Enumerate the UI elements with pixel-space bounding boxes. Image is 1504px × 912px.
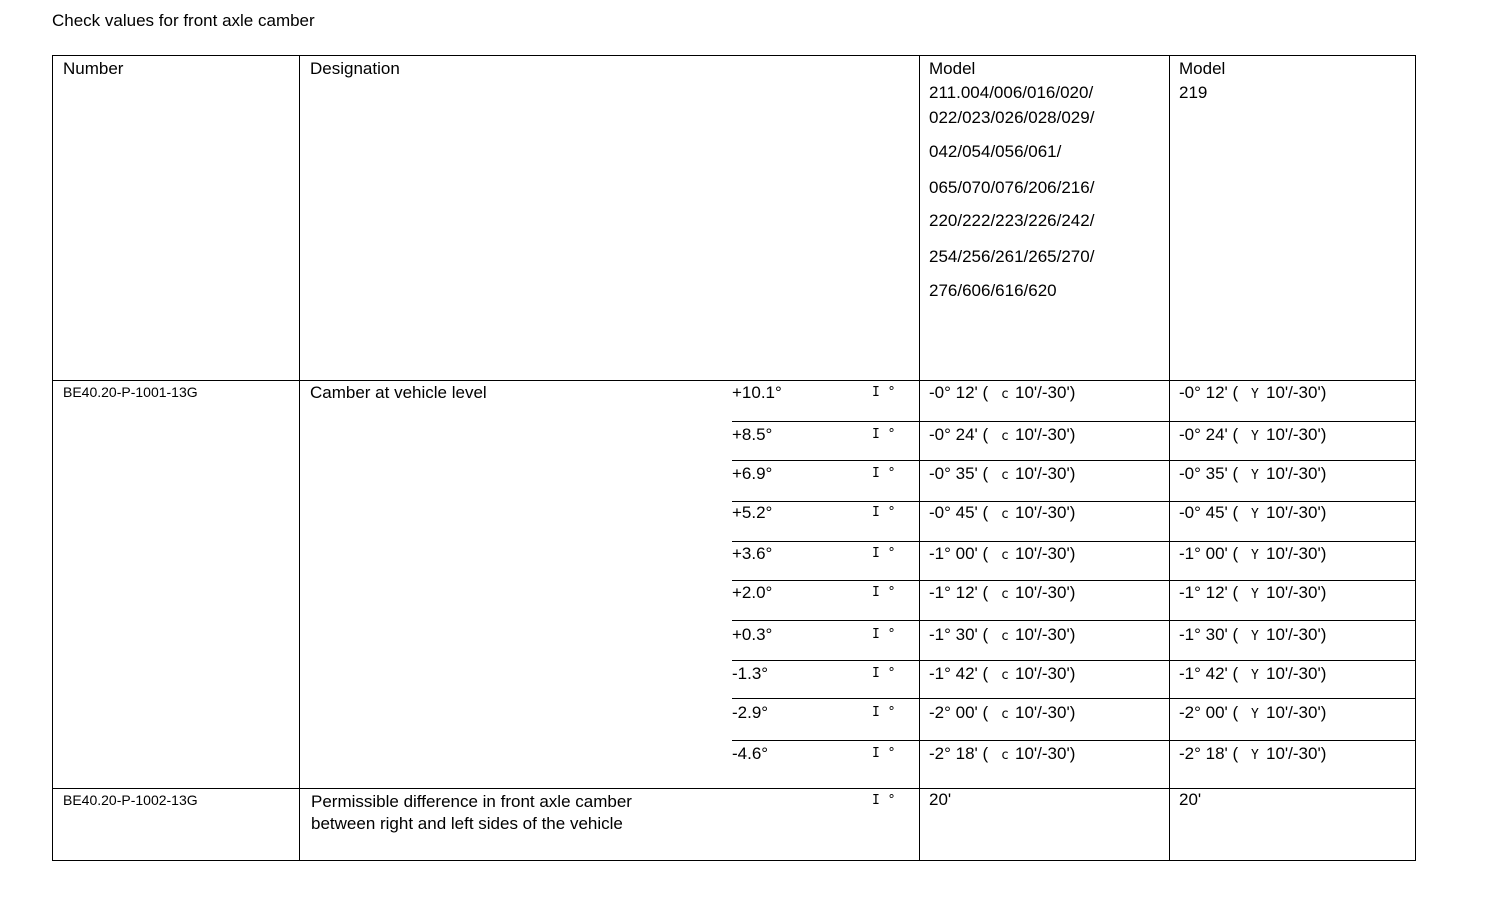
model-a-camber-value: -0° 35' ( (929, 464, 989, 483)
model-a-tolerance-symbol: c (1001, 587, 1009, 602)
model-b-camber-value: -2° 18' ( (1179, 744, 1239, 763)
model-b-camber-range: 10'/-30') (1266, 383, 1327, 402)
model-a-camber-value: -2° 18' ( (929, 744, 989, 763)
vehicle-level-angle: -4.6° (732, 744, 769, 763)
model-a-camber-range: 10'/-30') (1015, 503, 1076, 522)
model-b-tolerance-symbol: Y (1251, 668, 1259, 683)
model-a-line: 022/023/026/028/029/ (929, 108, 1095, 127)
header-designation: Designation (310, 59, 400, 78)
vehicle-level-angle: +2.0° (732, 583, 773, 602)
model-a-line: 276/606/616/620 (929, 281, 1057, 300)
model-a-tolerance-symbol: c (1001, 707, 1009, 722)
model-a-tolerance-symbol: c (1001, 748, 1009, 763)
row1-designation: Camber at vehicle level (310, 383, 487, 402)
model-a-camber-value: -1° 30' ( (929, 625, 989, 644)
model-b-camber-range: 10'/-30') (1266, 503, 1327, 522)
model-a-camber-range: 10'/-30') (1015, 544, 1076, 563)
model-a-camber-value: -1° 00' ( (929, 544, 989, 563)
model-a-tolerance-symbol: c (1001, 468, 1009, 483)
model-b-camber-range: 10'/-30') (1266, 464, 1327, 483)
model-a-tolerance-symbol: c (1001, 668, 1009, 683)
model-b-tolerance-symbol: Y (1251, 587, 1259, 602)
model-a-camber-range: 10'/-30') (1015, 425, 1076, 444)
model-b-camber-range: 10'/-30') (1266, 703, 1327, 722)
tolerance-symbol: I ° (872, 746, 896, 761)
model-a-camber-value: -0° 24' ( (929, 425, 989, 444)
tolerance-symbol: I ° (872, 505, 896, 520)
row1-number: BE40.20-P-1001-13G (63, 384, 198, 400)
vehicle-level-angle: +10.1° (732, 383, 782, 402)
tolerance-symbol: I ° (872, 385, 896, 400)
model-a-camber-value: -2° 00' ( (929, 703, 989, 722)
model-a-camber-value: -0° 45' ( (929, 503, 989, 522)
model-a-line: 042/054/056/061/ (929, 142, 1062, 161)
row2-symbol: I ° (872, 793, 896, 808)
model-b-camber-range: 10'/-30') (1266, 425, 1327, 444)
model-a-camber-value: -1° 12' ( (929, 583, 989, 602)
sub-row-divider (732, 421, 1416, 422)
model-a-line: 220/222/223/226/242/ (929, 211, 1095, 230)
tolerance-symbol: I ° (872, 546, 896, 561)
model-b-camber-value: -2° 00' ( (1179, 703, 1239, 722)
model-b-camber-range: 10'/-30') (1266, 664, 1327, 683)
model-b-camber-value: -0° 12' ( (1179, 383, 1239, 402)
vehicle-level-angle: +5.2° (732, 503, 773, 522)
vehicle-level-angle: +0.3° (732, 625, 773, 644)
sub-row-divider (732, 460, 1416, 461)
model-b-camber-value: -1° 42' ( (1179, 664, 1239, 683)
model-b-tolerance-symbol: Y (1251, 707, 1259, 722)
sub-row-divider (732, 740, 1416, 741)
model-a-camber-value: -1° 42' ( (929, 664, 989, 683)
model-a-line: 254/256/261/265/270/ (929, 247, 1095, 266)
sub-row-divider (732, 580, 1416, 581)
model-b-tolerance-symbol: Y (1251, 507, 1259, 522)
model-a-camber-range: 10'/-30') (1015, 383, 1076, 402)
row-divider (52, 788, 1416, 789)
model-a-tolerance-symbol: c (1001, 429, 1009, 444)
model-b-tolerance-symbol: Y (1251, 548, 1259, 563)
model-a-tolerance-symbol: c (1001, 629, 1009, 644)
sub-row-divider (732, 620, 1416, 621)
model-b-camber-value: -0° 24' ( (1179, 425, 1239, 444)
model-a-tolerance-symbol: c (1001, 387, 1009, 402)
model-b-tolerance-symbol: Y (1251, 748, 1259, 763)
tolerance-symbol: I ° (872, 666, 896, 681)
vehicle-level-angle: +6.9° (732, 464, 773, 483)
model-a-camber-range: 10'/-30') (1015, 744, 1076, 763)
vehicle-level-angle: -1.3° (732, 664, 769, 683)
row2-model-b-value: 20' (1179, 790, 1202, 809)
model-b-camber-range: 10'/-30') (1266, 625, 1327, 644)
tolerance-symbol: I ° (872, 585, 896, 600)
row2-designation-line1: Permissible difference in front axle camber (311, 792, 632, 811)
tolerance-symbol: I ° (872, 627, 896, 642)
model-a-tolerance-symbol: c (1001, 507, 1009, 522)
header-model-b: Model (1179, 59, 1226, 78)
tolerance-symbol: I ° (872, 427, 896, 442)
model-a-camber-range: 10'/-30') (1015, 664, 1076, 683)
header-number: Number (63, 59, 124, 78)
model-b-camber-value: -1° 30' ( (1179, 625, 1239, 644)
vehicle-level-angle: +3.6° (732, 544, 773, 563)
model-a-camber-range: 10'/-30') (1015, 464, 1076, 483)
vehicle-level-angle: -2.9° (732, 703, 769, 722)
row2-number: BE40.20-P-1002-13G (63, 792, 198, 808)
model-b-camber-range: 10'/-30') (1266, 744, 1327, 763)
model-b-tolerance-symbol: Y (1251, 468, 1259, 483)
row2-model-a-value: 20' (929, 790, 952, 809)
model-a-camber-value: -0° 12' ( (929, 383, 989, 402)
model-a-line: 211.004/006/016/020/ (929, 83, 1094, 102)
model-a-camber-range: 10'/-30') (1015, 625, 1076, 644)
model-a-camber-range: 10'/-30') (1015, 583, 1076, 602)
model-b-camber-value: -1° 00' ( (1179, 544, 1239, 563)
model-a-tolerance-symbol: c (1001, 548, 1009, 563)
header-model-a: Model (929, 59, 976, 78)
model-b-camber-range: 10'/-30') (1266, 583, 1327, 602)
row-divider (52, 380, 1416, 381)
tolerance-symbol: I ° (872, 466, 896, 481)
model-a-line: 065/070/076/206/216/ (929, 178, 1095, 197)
tolerance-symbol: I ° (872, 705, 896, 720)
model-b-tolerance-symbol: Y (1251, 429, 1259, 444)
model-b-camber-value: -0° 35' ( (1179, 464, 1239, 483)
model-b-tolerance-symbol: Y (1251, 387, 1259, 402)
model-b-camber-value: -0° 45' ( (1179, 503, 1239, 522)
vehicle-level-angle: +8.5° (732, 425, 773, 444)
col-divider (299, 55, 300, 861)
model-b-camber-range: 10'/-30') (1266, 544, 1327, 563)
row2-designation-line2: between right and left sides of the vehicle (311, 814, 623, 833)
model-a-camber-range: 10'/-30') (1015, 703, 1076, 722)
sub-row-divider (732, 698, 1416, 699)
model-b-value: 219 (1179, 83, 1208, 102)
sub-row-divider (732, 541, 1416, 542)
page-title: Check values for front axle camber (52, 11, 315, 30)
model-b-camber-value: -1° 12' ( (1179, 583, 1239, 602)
model-b-tolerance-symbol: Y (1251, 629, 1259, 644)
sub-row-divider (732, 660, 1416, 661)
